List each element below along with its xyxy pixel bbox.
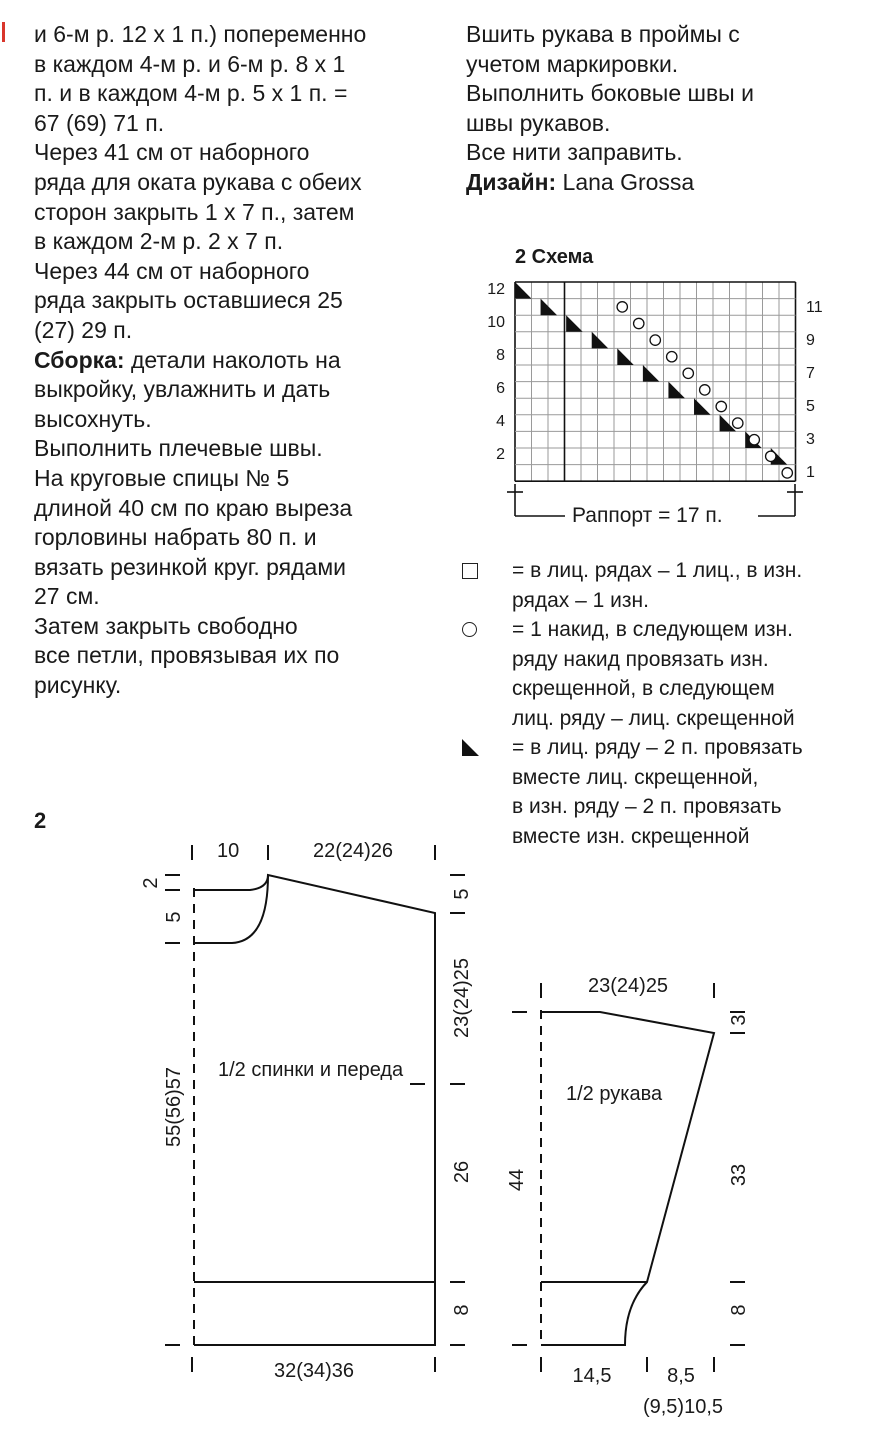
yarn-over-circle: [749, 435, 759, 445]
decrease-triangle: [694, 398, 711, 415]
sleeve-dimension-ticks: [512, 983, 745, 1372]
yarn-over-circle: [634, 318, 644, 328]
body-total-height-label: 55(56)57: [163, 1066, 185, 1148]
circle-icon: [462, 622, 477, 637]
legend-circle-line-1: скрещенной, в следующем: [512, 677, 775, 700]
left-line2-1: высохнуть.: [34, 405, 152, 432]
assembly-label: Сборка:: [34, 346, 125, 373]
left-line-5: ряда для оката рукава с обеих: [34, 168, 362, 195]
row-number-right: 1: [806, 464, 815, 481]
left-line2-2: Выполнить плечевые швы.: [34, 435, 323, 462]
left-line2-8: Затем закрыть свободно: [34, 612, 298, 639]
yarn-over-circle: [766, 451, 776, 461]
shoulder-slope-label: 5: [451, 888, 473, 900]
right-line-2: Выполнить боковые швы и: [466, 80, 754, 107]
yarn-over-circle: [667, 352, 677, 362]
row-number-right: 7: [806, 365, 815, 382]
legend-triangle-text: = в лиц. ряду – 2 п. провязать: [512, 736, 803, 759]
row-number-right: 11: [806, 299, 823, 316]
legend-triangle-row: [462, 733, 803, 763]
legend-box-text: = в лиц. рядах – 1 лиц., в изн.: [512, 559, 803, 582]
right-line-0: Вшить рукава в проймы с: [466, 21, 740, 47]
yarn-over-circle: [782, 468, 792, 478]
decrease-triangle: [643, 365, 660, 382]
legend-circle-line-0: ряду накид провязать изн.: [512, 647, 769, 671]
decrease-triangle: [515, 282, 532, 299]
body-rib-label: 8: [451, 1304, 473, 1316]
legend-box-row: [462, 556, 803, 586]
chart-marks: [515, 282, 792, 478]
decrease-triangle: [592, 332, 609, 349]
decrease-triangle: [541, 299, 558, 316]
sleeve-piece-label: 1/2 рукава: [566, 1083, 663, 1105]
left-line-2: п. и в каждом 4-м р. 5 х 1 п. =: [34, 80, 348, 107]
knitting-chart: [0, 0, 876, 560]
yarn-over-circle: [650, 335, 660, 345]
yarn-over-circle: [716, 401, 726, 411]
row-number-left: 4: [496, 413, 505, 430]
right-line-4: Все нити заправить.: [466, 139, 683, 166]
decrease-triangle: [566, 315, 583, 332]
left-line2-9: все петли, провязывая их по: [34, 642, 340, 669]
assembly-text: детали наколоть на: [124, 346, 341, 373]
legend-triangle-line-0: вместе лиц. скрещенной,: [512, 765, 759, 789]
left-line-10: (27) 29 п.: [34, 316, 133, 343]
row-number-left: 8: [496, 347, 505, 364]
yarn-over-circle: [683, 368, 693, 378]
armhole-height-label: 23(24)25: [451, 957, 473, 1039]
black-triangle-icon: [462, 739, 479, 756]
legend-circle-text: = 1 накид, в следующем изн.: [512, 618, 793, 641]
sleeve-top-width-label: 23(24)25: [588, 975, 669, 997]
repeat-label: Раппорт = 17 п.: [572, 504, 723, 527]
row-number-left: 6: [496, 380, 505, 397]
legend-circle-row: [462, 615, 803, 645]
left-line2-6: вязать резинкой круг. рядами: [34, 553, 346, 580]
legend-triangle-symbol: [462, 733, 512, 763]
left-line-1: в каждом 4-м р. и 6-м р. 8 х 1: [34, 50, 346, 77]
legend-triangle-line-1: в изн. ряду – 2 п. провязать: [512, 795, 782, 818]
sleeve-bottom-right-sizes-label: (9,5)10,5: [642, 1396, 724, 1418]
left-line2-0: выкройку, увлажнить и дать: [34, 376, 331, 403]
left-line2-5: горловины набрать 80 п. и: [34, 524, 317, 551]
legend-box-rest: [462, 586, 803, 616]
neck-drop-label: 5: [163, 911, 185, 923]
legend-circle-line-2: лиц. ряду – лиц. скрещенной: [512, 706, 795, 730]
row-number-right: 9: [806, 332, 815, 349]
left-line2-7: 27 см.: [34, 583, 100, 610]
row-number-left: 10: [487, 314, 505, 331]
right-line-1: учетом маркировки.: [466, 50, 679, 77]
sleeve-length-label: 33: [728, 1163, 750, 1187]
legend-triangle-rest: [462, 763, 803, 852]
body-piece-label: 1/2 спинки и переда: [218, 1059, 404, 1081]
yarn-over-circle: [617, 302, 627, 312]
yarn-over-circle: [700, 385, 710, 395]
sleeve-total-height-label: 44: [506, 1168, 528, 1192]
left-line-7: в каждом 2-м р. 2 х 7 п.: [34, 228, 284, 255]
neck-drop-top-label: 2: [140, 877, 162, 889]
sleeve-rib-label: 8: [728, 1304, 750, 1316]
chart-legend: [462, 556, 803, 851]
legend-triangle-line-2: вместе изн. скрещенной: [512, 824, 750, 848]
row-number-left: 12: [487, 281, 505, 298]
design-value: Lana Grossa: [556, 168, 695, 195]
decrease-triangle: [617, 348, 634, 365]
side-height-label: 26: [451, 1160, 473, 1184]
legend-circle-symbol: [462, 615, 512, 645]
sleeve-piece-outline: [541, 1010, 714, 1346]
sleeve-cap-label: 3: [728, 1014, 750, 1026]
body-dimension-ticks: [165, 845, 465, 1372]
left-line-9: ряда закрыть оставшиеся 25: [34, 287, 343, 314]
right-line-3: швы рукавов.: [466, 109, 611, 136]
left-line-0: и 6-м р. 12 х 1 п.) попеременно: [34, 21, 367, 47]
left-line-4: Через 41 см от наборного: [34, 139, 310, 166]
left-line2-4: длиной 40 см по краю выреза: [34, 494, 353, 521]
shoulder-width-label: 22(24)26: [313, 840, 394, 862]
legend-circle-rest: [462, 645, 803, 734]
empty-square-icon: [462, 563, 478, 579]
row-number-right: 3: [806, 431, 815, 448]
sleeve-bottom-right-label: 8,5: [667, 1365, 695, 1387]
row-number-right: 5: [806, 398, 815, 415]
scheme-title: 2 Схема: [515, 246, 594, 268]
row-number-left: 2: [496, 446, 505, 463]
left-line-3: 67 (69) 71 п.: [34, 109, 165, 136]
pattern-number: 2: [34, 808, 47, 833]
neck-width-label: 10: [217, 840, 240, 862]
legend-box-line-0: рядах – 1 изн.: [512, 588, 649, 612]
yarn-over-circle: [733, 418, 743, 428]
left-line2-3: На круговые спицы № 5: [34, 464, 290, 491]
sleeve-bottom-left-label: 14,5: [572, 1365, 612, 1387]
design-label: Дизайн:: [466, 168, 557, 195]
left-line-6: сторон закрыть 1 х 7 п., затем: [34, 198, 355, 225]
left-line-8: Через 44 см от наборного: [34, 257, 310, 284]
body-bottom-width-label: 32(34)36: [273, 1360, 355, 1382]
left-line2-10: рисунку.: [34, 672, 122, 699]
legend-box-symbol: [462, 556, 512, 586]
body-piece-outline: [194, 875, 435, 1346]
decrease-triangle: [668, 382, 685, 399]
